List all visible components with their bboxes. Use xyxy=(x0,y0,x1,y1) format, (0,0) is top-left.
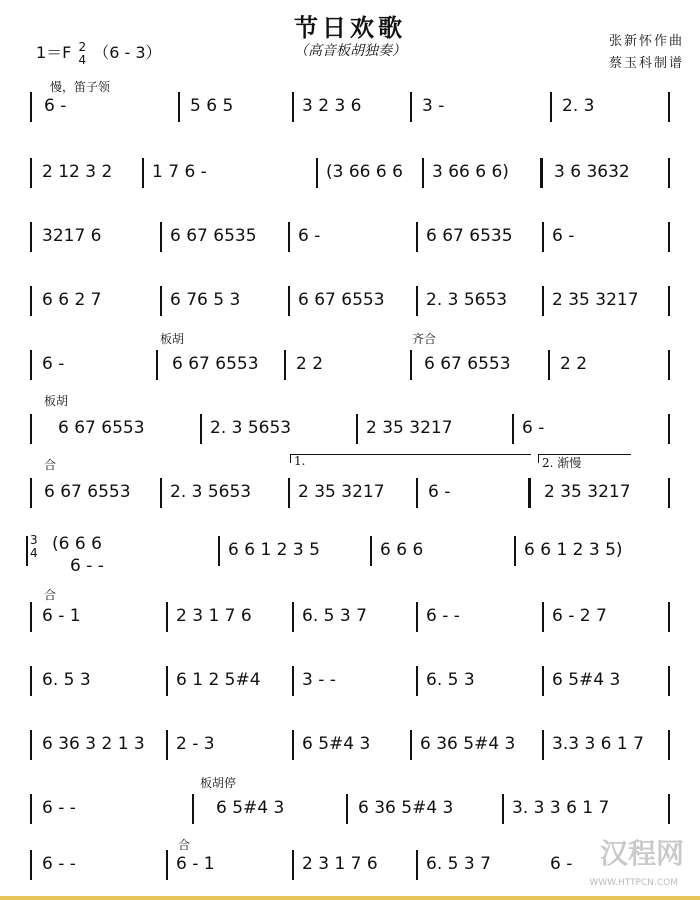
measure: 6 - 1 xyxy=(42,606,81,626)
measure: 6 67 6535 xyxy=(170,226,257,246)
measure: 6 - - xyxy=(426,606,460,626)
barline xyxy=(160,222,162,252)
measure: 2. 3 5653 xyxy=(426,290,508,310)
measure: 6 - - xyxy=(70,556,104,576)
barline xyxy=(292,92,294,122)
instrument-annotation: 齐合 xyxy=(412,332,437,346)
barline xyxy=(292,666,294,696)
score-row-11 xyxy=(30,728,670,774)
repeat-barline xyxy=(540,158,543,188)
measure: 2. 3 5653 xyxy=(210,418,292,438)
barline xyxy=(668,414,670,444)
barline xyxy=(30,158,32,188)
transcriber-credit: 蔡玉科制谱 xyxy=(608,56,684,71)
measure: 3217 6 xyxy=(42,226,102,246)
instrument-annotation: 板胡停 xyxy=(200,776,237,790)
barline xyxy=(292,602,294,632)
barline xyxy=(30,222,32,252)
instrument-annotation: 合 xyxy=(44,458,57,472)
repeat-end-barline xyxy=(528,478,531,508)
barline xyxy=(356,414,358,444)
barline xyxy=(142,158,144,188)
measure: 6. 5 3 xyxy=(42,670,91,690)
measure: 6 - xyxy=(428,482,451,502)
barline xyxy=(30,730,32,760)
barline xyxy=(668,350,670,380)
barline xyxy=(30,414,32,444)
barline xyxy=(30,286,32,316)
barline xyxy=(200,414,202,444)
second-ending-label: 2. 渐慢 xyxy=(542,456,582,470)
barline xyxy=(218,536,220,566)
barline xyxy=(422,158,424,188)
bottom-accent-line xyxy=(0,896,700,900)
barline xyxy=(288,222,290,252)
measure: 6 67 6553 xyxy=(298,290,385,310)
key-signature: 1＝F xyxy=(36,43,72,62)
measure: 6. 5 3 7 xyxy=(426,854,491,874)
measure: 6 - xyxy=(522,418,545,438)
barline xyxy=(416,850,418,880)
measure: 6 - xyxy=(552,226,575,246)
tuning-note: （6 - 3） xyxy=(93,43,162,62)
barline xyxy=(548,350,550,380)
measure: 2. 3 xyxy=(562,96,595,116)
barline xyxy=(160,286,162,316)
measure: 2 12 3 2 xyxy=(42,162,113,182)
barline xyxy=(542,222,544,252)
barline xyxy=(26,536,28,566)
measure: 2 - 3 xyxy=(176,734,215,754)
score-subtitle: （高音板胡独奏） xyxy=(294,43,406,59)
barline xyxy=(416,602,418,632)
measure: 3 2 3 6 xyxy=(302,96,362,116)
barline xyxy=(416,666,418,696)
score-row-1 xyxy=(30,80,670,136)
measure: 6 36 5#4 3 xyxy=(420,734,516,754)
barline xyxy=(502,794,504,824)
time-signature-denominator: 4 xyxy=(78,52,87,67)
measure: 2 2 xyxy=(560,354,588,374)
time-signature-numerator: 3 xyxy=(30,533,38,547)
measure: 6 - - xyxy=(42,798,76,818)
barline xyxy=(160,478,162,508)
barline xyxy=(416,478,418,508)
barline xyxy=(410,92,412,122)
barline xyxy=(284,350,286,380)
barline xyxy=(416,222,418,252)
barline xyxy=(192,794,194,824)
barline xyxy=(316,158,318,188)
measure: 6 - xyxy=(42,354,65,374)
measure: (3 66 6 6 xyxy=(326,162,403,182)
measure: 6 - xyxy=(44,96,67,116)
barline xyxy=(166,850,168,880)
measure: 6 67 6553 xyxy=(424,354,511,374)
barline xyxy=(30,850,32,880)
measure: 6 36 5#4 3 xyxy=(358,798,454,818)
barline xyxy=(542,602,544,632)
barline xyxy=(166,666,168,696)
measure: 3 66 6 6) xyxy=(432,162,509,182)
instrument-annotation: 板胡 xyxy=(160,332,185,346)
measure: 2 35 3217 xyxy=(544,482,631,502)
score-row-10 xyxy=(30,664,670,710)
time-signature-change xyxy=(30,534,38,560)
measure: 3.3 3 6 1 7 xyxy=(552,734,644,754)
score-row-7 xyxy=(30,454,670,522)
measure: 6. 5 3 xyxy=(426,670,475,690)
measure: 6 - xyxy=(298,226,321,246)
barline xyxy=(178,92,180,122)
time-signature-denominator: 4 xyxy=(30,546,38,560)
score-row-3 xyxy=(30,220,670,266)
measure: 6 - - xyxy=(42,854,76,874)
measure: 6 67 6535 xyxy=(426,226,513,246)
barline xyxy=(30,666,32,696)
barline xyxy=(668,286,670,316)
measure: 6 6 1 2 3 5) xyxy=(524,540,623,560)
barline xyxy=(370,536,372,566)
barline xyxy=(292,730,294,760)
measure: 1 7 6 - xyxy=(152,162,207,182)
score-row-5 xyxy=(30,332,670,394)
instrument-annotation: 合 xyxy=(44,588,57,602)
barline xyxy=(166,730,168,760)
measure: 6 67 6553 xyxy=(172,354,259,374)
measure: 6 67 6553 xyxy=(44,482,131,502)
barline xyxy=(668,730,670,760)
measure: 6 - 2 7 xyxy=(552,606,607,626)
measure: 6 5#4 3 xyxy=(302,734,371,754)
barline xyxy=(346,794,348,824)
barline xyxy=(288,286,290,316)
measure: (6 6 6 xyxy=(52,534,102,554)
barline xyxy=(550,92,552,122)
barline xyxy=(416,286,418,316)
measure: 6 - 1 xyxy=(176,854,215,874)
score-row-9 xyxy=(30,588,670,646)
barline xyxy=(668,602,670,632)
measure: 6 - xyxy=(550,854,573,874)
barline xyxy=(292,850,294,880)
measure: 3 - xyxy=(422,96,445,116)
barline xyxy=(542,730,544,760)
measure: 6 67 6553 xyxy=(58,418,145,438)
barline xyxy=(30,794,32,824)
barline xyxy=(668,478,670,508)
barline xyxy=(156,350,158,380)
measure: 3. 3 3 6 1 7 xyxy=(512,798,610,818)
barline xyxy=(668,666,670,696)
key-signature-block xyxy=(36,40,162,67)
score-row-12 xyxy=(30,776,670,838)
barline xyxy=(30,350,32,380)
score-title: 节日欢歌 xyxy=(294,13,406,42)
barline xyxy=(668,794,670,824)
site-watermark: 汉程网 xyxy=(599,837,684,870)
score-row-6 xyxy=(30,394,670,458)
score-row-13 xyxy=(30,838,670,894)
barline xyxy=(410,350,412,380)
measure: 5 6 5 xyxy=(190,96,234,116)
barline xyxy=(288,478,290,508)
barline xyxy=(514,536,516,566)
instrument-annotation: 合 xyxy=(178,838,191,852)
composer-credit: 张新怀作曲 xyxy=(608,34,684,49)
site-watermark-url: WWW.HTTPCN.COM xyxy=(589,878,678,888)
measure: 2 35 3217 xyxy=(552,290,639,310)
barline xyxy=(542,666,544,696)
barline xyxy=(166,602,168,632)
barline xyxy=(30,478,32,508)
first-ending-bracket xyxy=(290,454,531,463)
barline xyxy=(668,92,670,122)
measure: 2 2 xyxy=(296,354,324,374)
barline xyxy=(30,602,32,632)
first-ending-label: 1. xyxy=(294,454,306,468)
measure: 6 1 2 5#4 xyxy=(176,670,261,690)
barline xyxy=(410,730,412,760)
measure: 2. 3 5653 xyxy=(170,482,252,502)
measure: 3 6 3632 xyxy=(554,162,630,182)
measure: 3 - - xyxy=(302,670,336,690)
barline xyxy=(30,92,32,122)
barline xyxy=(668,158,670,188)
time-signature-numerator: 2 xyxy=(78,39,87,54)
time-signature xyxy=(78,41,86,67)
measure: 6 5#4 3 xyxy=(552,670,621,690)
instrument-annotation: 板胡 xyxy=(44,394,69,408)
measure: 6 6 1 2 3 5 xyxy=(228,540,320,560)
tempo-annotation: 慢，笛子领 xyxy=(50,80,111,94)
measure: 2 3 1 7 6 xyxy=(176,606,252,626)
measure: 2 3 1 7 6 xyxy=(302,854,378,874)
measure: 6. 5 3 7 xyxy=(302,606,367,626)
score-row-4 xyxy=(30,284,670,330)
measure: 2 35 3217 xyxy=(298,482,385,502)
barline xyxy=(668,222,670,252)
measure: 6 5#4 3 xyxy=(216,798,285,818)
measure: 6 76 5 3 xyxy=(170,290,241,310)
measure: 6 6 2 7 xyxy=(42,290,102,310)
measure: 2 35 3217 xyxy=(366,418,453,438)
measure: 6 36 3 2 1 3 xyxy=(42,734,145,754)
score-row-2 xyxy=(30,156,670,202)
barline xyxy=(542,286,544,316)
measure: 6 6 6 xyxy=(380,540,424,560)
score-row-8 xyxy=(30,534,670,590)
barline xyxy=(512,414,514,444)
